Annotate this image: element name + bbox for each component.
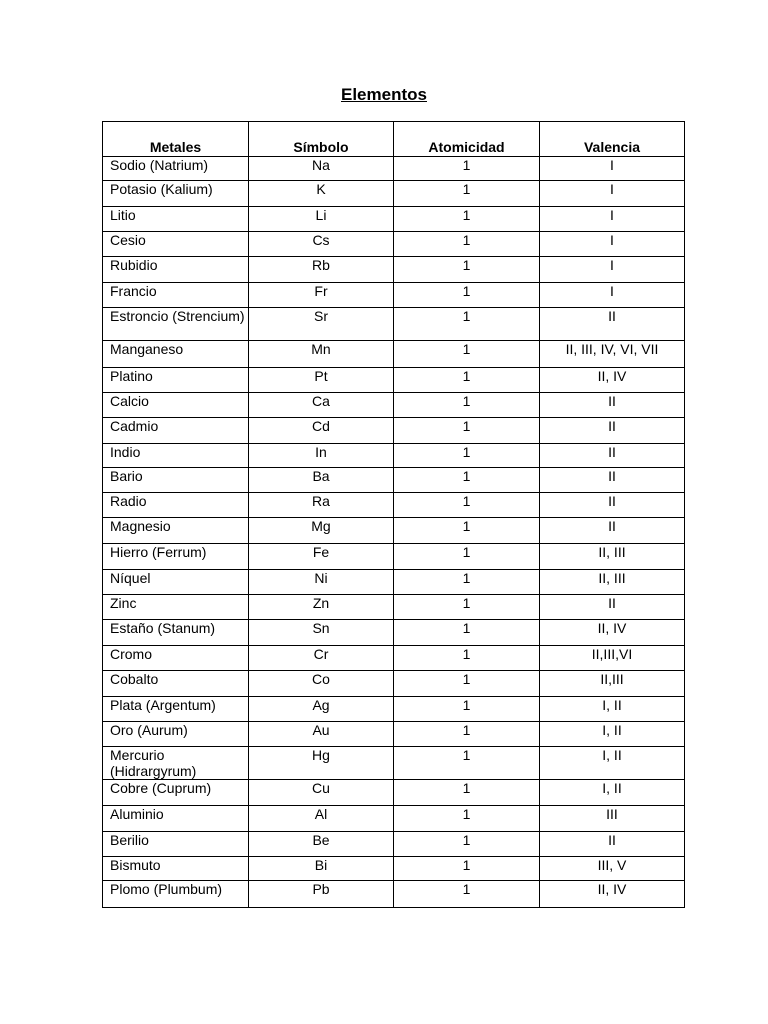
- table-header-row: [103, 122, 685, 157]
- cell-atomicity: 1: [394, 722, 540, 747]
- cell-atomicity: 1: [394, 207, 540, 232]
- cell-valence: II: [540, 418, 685, 444]
- cell-atomicity: 1: [394, 697, 540, 722]
- cell-valence: II, IV: [540, 620, 685, 646]
- table-row: [103, 257, 685, 283]
- table-row: [103, 157, 685, 181]
- cell-atomicity: 1: [394, 418, 540, 444]
- cell-valence: II: [540, 595, 685, 620]
- cell-atomicity: 1: [394, 780, 540, 806]
- cell-symbol: Fe: [249, 544, 394, 570]
- cell-atomicity: 1: [394, 544, 540, 570]
- cell-metal: Zinc: [103, 595, 249, 620]
- cell-symbol: Pb: [249, 881, 394, 908]
- cell-symbol: Mg: [249, 518, 394, 544]
- cell-metal: Calcio: [103, 393, 249, 418]
- cell-metal: Bismuto: [103, 857, 249, 881]
- cell-valence: II: [540, 468, 685, 493]
- cell-atomicity: 1: [394, 181, 540, 207]
- table-row: [103, 283, 685, 308]
- table-row: [103, 468, 685, 493]
- table-row: [103, 857, 685, 881]
- cell-valence: II: [540, 518, 685, 544]
- table-row: [103, 493, 685, 518]
- cell-metal: Cobre (Cuprum): [103, 780, 249, 806]
- column-header-atomicidad: Atomicidad: [394, 122, 540, 157]
- cell-symbol: Ag: [249, 697, 394, 722]
- cell-valence: I: [540, 181, 685, 207]
- cell-metal: Hierro (Ferrum): [103, 544, 249, 570]
- cell-valence: I, II: [540, 780, 685, 806]
- table-row: [103, 368, 685, 393]
- cell-symbol: Zn: [249, 595, 394, 620]
- cell-metal: Oro (Aurum): [103, 722, 249, 747]
- cell-valence: I: [540, 207, 685, 232]
- cell-symbol: Sr: [249, 308, 394, 341]
- cell-valence: II,III,VI: [540, 646, 685, 671]
- table-row: [103, 747, 685, 780]
- cell-symbol: Hg: [249, 747, 394, 780]
- cell-valence: I, II: [540, 722, 685, 747]
- cell-valence: II, IV: [540, 368, 685, 393]
- cell-atomicity: 1: [394, 493, 540, 518]
- cell-symbol: Ra: [249, 493, 394, 518]
- cell-valence: I: [540, 232, 685, 257]
- cell-metal: Plata (Argentum): [103, 697, 249, 722]
- cell-symbol: Sn: [249, 620, 394, 646]
- cell-valence: II: [540, 393, 685, 418]
- cell-symbol: Pt: [249, 368, 394, 393]
- cell-symbol: Ni: [249, 570, 394, 595]
- cell-metal: Sodio (Natrium): [103, 157, 249, 181]
- page-title: Elementos: [341, 85, 427, 104]
- cell-symbol: In: [249, 444, 394, 468]
- cell-symbol: Li: [249, 207, 394, 232]
- cell-metal: Estaño (Stanum): [103, 620, 249, 646]
- cell-atomicity: 1: [394, 857, 540, 881]
- cell-symbol: Cs: [249, 232, 394, 257]
- cell-atomicity: 1: [394, 806, 540, 832]
- column-header-simbolo: Símbolo: [249, 122, 394, 157]
- cell-valence: II, III: [540, 544, 685, 570]
- cell-symbol: Rb: [249, 257, 394, 283]
- cell-valence: III: [540, 806, 685, 832]
- cell-symbol: Na: [249, 157, 394, 181]
- cell-valence: I: [540, 283, 685, 308]
- cell-valence: III, V: [540, 857, 685, 881]
- cell-atomicity: 1: [394, 747, 540, 780]
- cell-symbol: Ca: [249, 393, 394, 418]
- cell-valence: II: [540, 493, 685, 518]
- table-row: [103, 444, 685, 468]
- cell-metal: Potasio (Kalium): [103, 181, 249, 207]
- cell-symbol: Cu: [249, 780, 394, 806]
- cell-metal: Berilio: [103, 832, 249, 857]
- elements-table: [102, 121, 685, 908]
- cell-metal: Manganeso: [103, 341, 249, 368]
- table-row: [103, 881, 685, 908]
- cell-valence: II, III: [540, 570, 685, 595]
- cell-atomicity: 1: [394, 157, 540, 181]
- cell-metal: Cadmio: [103, 418, 249, 444]
- cell-symbol: Cd: [249, 418, 394, 444]
- cell-metal: Mercurio (Hidrargyrum): [103, 747, 249, 780]
- cell-atomicity: 1: [394, 444, 540, 468]
- table-row: [103, 308, 685, 341]
- cell-valence: II, IV: [540, 881, 685, 908]
- cell-metal: Indio: [103, 444, 249, 468]
- cell-symbol: Al: [249, 806, 394, 832]
- cell-atomicity: 1: [394, 308, 540, 341]
- cell-symbol: Fr: [249, 283, 394, 308]
- cell-symbol: Mn: [249, 341, 394, 368]
- table-row: [103, 570, 685, 595]
- cell-metal: Estroncio (Strencium): [103, 308, 249, 341]
- table-row: [103, 806, 685, 832]
- table-row: [103, 518, 685, 544]
- cell-metal: Litio: [103, 207, 249, 232]
- cell-metal: Cesio: [103, 232, 249, 257]
- cell-atomicity: 1: [394, 646, 540, 671]
- cell-symbol: Bi: [249, 857, 394, 881]
- cell-atomicity: 1: [394, 393, 540, 418]
- cell-valence: I, II: [540, 697, 685, 722]
- cell-metal: Níquel: [103, 570, 249, 595]
- cell-atomicity: 1: [394, 881, 540, 908]
- cell-symbol: K: [249, 181, 394, 207]
- cell-valence: II,III: [540, 671, 685, 697]
- cell-atomicity: 1: [394, 341, 540, 368]
- cell-atomicity: 1: [394, 518, 540, 544]
- column-header-valencia: Valencia: [540, 122, 685, 157]
- table-row: [103, 341, 685, 368]
- table-row: [103, 697, 685, 722]
- table-row: [103, 207, 685, 232]
- table-row: [103, 393, 685, 418]
- table-row: [103, 722, 685, 747]
- cell-atomicity: 1: [394, 468, 540, 493]
- table-row: [103, 544, 685, 570]
- cell-valence: I: [540, 257, 685, 283]
- cell-atomicity: 1: [394, 570, 540, 595]
- cell-atomicity: 1: [394, 368, 540, 393]
- table-row: [103, 232, 685, 257]
- table-row: [103, 832, 685, 857]
- cell-atomicity: 1: [394, 283, 540, 308]
- cell-atomicity: 1: [394, 671, 540, 697]
- cell-symbol: Be: [249, 832, 394, 857]
- table-row: [103, 595, 685, 620]
- table-row: [103, 181, 685, 207]
- column-header-metales: Metales: [103, 122, 249, 157]
- cell-metal: Bario: [103, 468, 249, 493]
- cell-symbol: Cr: [249, 646, 394, 671]
- cell-atomicity: 1: [394, 832, 540, 857]
- table-row: [103, 646, 685, 671]
- table-row: [103, 620, 685, 646]
- cell-valence: II: [540, 832, 685, 857]
- cell-metal: Radio: [103, 493, 249, 518]
- cell-metal: Plomo (Plumbum): [103, 881, 249, 908]
- cell-symbol: Au: [249, 722, 394, 747]
- cell-metal: Aluminio: [103, 806, 249, 832]
- cell-valence: II, III, IV, VI, VII: [540, 341, 685, 368]
- cell-metal: Cobalto: [103, 671, 249, 697]
- table-row: [103, 671, 685, 697]
- cell-atomicity: 1: [394, 620, 540, 646]
- table-row: [103, 418, 685, 444]
- cell-symbol: Ba: [249, 468, 394, 493]
- cell-valence: II: [540, 308, 685, 341]
- cell-metal: Cromo: [103, 646, 249, 671]
- cell-valence: II: [540, 444, 685, 468]
- cell-valence: I: [540, 157, 685, 181]
- cell-atomicity: 1: [394, 232, 540, 257]
- cell-symbol: Co: [249, 671, 394, 697]
- cell-valence: I, II: [540, 747, 685, 780]
- table-row: [103, 780, 685, 806]
- cell-metal: Platino: [103, 368, 249, 393]
- cell-metal: Magnesio: [103, 518, 249, 544]
- cell-metal: Rubidio: [103, 257, 249, 283]
- cell-atomicity: 1: [394, 257, 540, 283]
- table-body: [103, 157, 685, 908]
- cell-atomicity: 1: [394, 595, 540, 620]
- cell-metal: Francio: [103, 283, 249, 308]
